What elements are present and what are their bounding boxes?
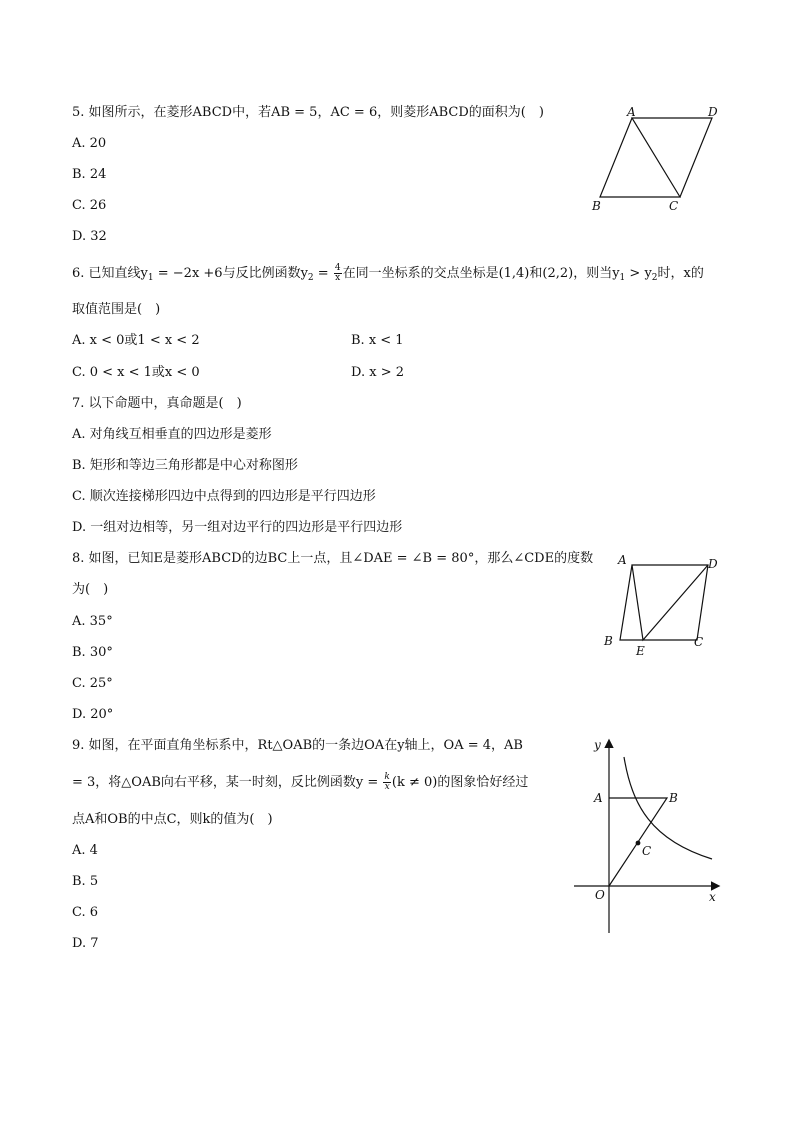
q9-label-b: B <box>669 791 678 805</box>
q8-label-c: C <box>694 635 704 649</box>
q9-label-c: C <box>642 844 652 858</box>
q9-option-a: A. 4 <box>72 843 98 858</box>
q6-fraction: $\frac{4}{x}$ <box>334 263 341 283</box>
q9-option-b: B. 5 <box>72 874 99 889</box>
q5-label-d: D <box>708 105 718 119</box>
q9-label-o: O <box>595 888 605 902</box>
q5-option-c: C. 26 <box>72 198 107 213</box>
q8-stem-line2: 为( ) <box>72 582 109 597</box>
q5-option-a: A. 20 <box>72 136 107 151</box>
q5-option-b: B. 24 <box>72 167 107 182</box>
q6-option-d: D. x > 2 <box>351 365 404 380</box>
q6-stem-line2: 取值范围是( ) <box>72 302 161 317</box>
q9-label-x: x <box>709 890 716 904</box>
q7-option-c: C. 顺次连接梯形四边中点得到的四边形是平行四边形 <box>72 489 376 504</box>
q9-stem-line1: 9. 如图，在平面直角坐标系中，Rt△OAB的一条边OA在y轴上，OA = 4，AB <box>72 738 523 753</box>
q6-option-a: A. x < 0或1 < x < 2 <box>72 333 200 348</box>
q5-stem: 5. 如图所示，在菱形ABCD中，若AB = 5，AC = 6，则菱形ABCD的面积为( ) <box>72 105 544 120</box>
q9-stem-line3: 点A和OB的中点C，则k的值为( ) <box>72 812 273 827</box>
q6-stem-line1: 6. 已知直线$y_1 = -2x +6$与反比例函数$y_2$ = $\frac{4}{x}$ 在同一坐标系的交点坐标是(1,4)和(2,2)，则当$y_1 > y_2$时，x的 <box>72 263 704 283</box>
q8-rhombus-figure <box>598 550 728 662</box>
q8-label-a: A <box>618 553 627 567</box>
q8-option-d: D. 20° <box>72 707 114 722</box>
q6-option-c: C. 0 < x < 1或x < 0 <box>72 365 200 380</box>
q9-option-c: C. 6 <box>72 905 99 920</box>
q7-option-a: A. 对角线互相垂直的四边形是菱形 <box>72 427 272 442</box>
q8-option-a: A. 35° <box>72 614 113 629</box>
q9-stem-line2: = 3，将△OAB向右平移，某一时刻，反比例函数y = $\frac{k}{x}$ (k ≠ 0)的图象恰好经过 <box>72 772 529 792</box>
q9-label-y: y <box>594 738 601 752</box>
point-c-dot <box>636 841 641 846</box>
q8-label-b: B <box>604 634 613 648</box>
q9-option-d: D. 7 <box>72 936 99 951</box>
q9-fraction: $\frac{k}{x}$ <box>384 772 390 792</box>
q7-option-b: B. 矩形和等边三角形都是中心对称图形 <box>72 458 298 473</box>
q9-label-a: A <box>594 791 603 805</box>
q8-label-e: E <box>636 644 645 658</box>
q9-coordinate-figure <box>566 735 726 935</box>
q5-rhombus-figure <box>588 102 728 214</box>
q8-option-b: B. 30° <box>72 645 113 660</box>
q8-stem-line1: 8. 如图，已知E是菱形ABCD的边BC上一点，且∠DAE = ∠B = 80°，那么∠CDE的度数 <box>72 551 594 566</box>
q5-label-a: A <box>627 105 636 119</box>
q6-option-b: B. x < 1 <box>351 333 404 348</box>
q5-label-c: C <box>669 199 679 213</box>
q5-label-b: B <box>592 199 601 213</box>
q5-option-d: D. 32 <box>72 229 107 244</box>
q8-label-d: D <box>708 557 718 571</box>
q7-stem: 7. 以下命题中，真命题是( ) <box>72 396 242 411</box>
q8-option-c: C. 25° <box>72 676 113 691</box>
q7-option-d: D. 一组对边相等，另一组对边平行的四边形是平行四边形 <box>72 520 403 535</box>
